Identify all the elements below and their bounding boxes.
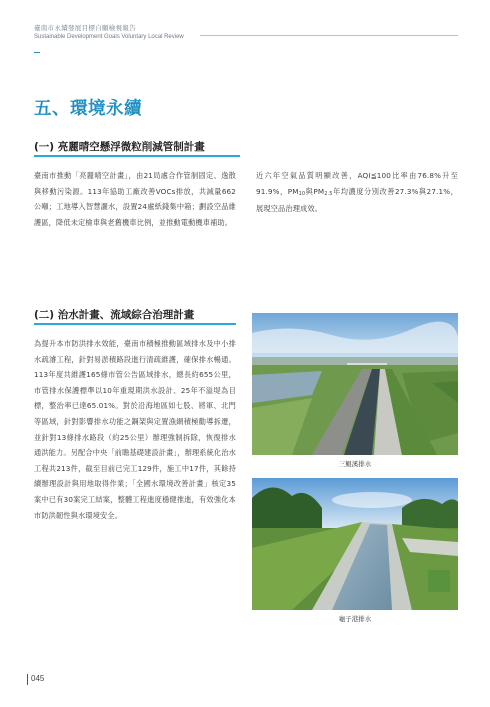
- subsection-2-paragraph: 為提升本市防洪排水效能，臺南市積極推動區域排水及中小排水疏濬工程，針對易淤積路段進行清疏維護，確保排水暢通。113年度共維護165條市管公告區域排水，總長約655公里，市管排水保護標準以10年重現期洪水設計、25年不溢堤為目標，整治率已達65.01%。對於沿海地區如七股、將軍、北門等區域，針對影響排水功能之鋼架與定置漁網積極勸導拆遷，並針對13條排水路段（約25公里）辦理強制拆除，恢復排水通洪能力。另配合中央「前瞻基礎建設計畫」，辦理系統化治水工程共213件，截至目前已完工129件，施工中17件，其餘持續辦理設計與用地取得作業；「全國水環境改善計畫」核定35案中已有30案完工結案，整體工程進度穩健推進，有效強化本市防洪韌性與水環境安全。: [34, 339, 236, 520]
- subsection-1-rule: [34, 155, 240, 157]
- section-title: 五、環境永續: [34, 99, 142, 119]
- photo-caption-1: 三鯤溪排水: [338, 460, 372, 468]
- photo-guizigang-drainage: [252, 478, 458, 610]
- page-number: 045: [31, 674, 45, 683]
- subsection-1-title: (一) 亮麗晴空懸浮微粒削減管制計畫: [34, 141, 205, 153]
- header-tick: [34, 52, 40, 53]
- subsection-1-paragraph-left: 臺南市推動「亮麗晴空計畫」，由21局處合作管制固定、逸散與移動污染源。113年協助工廠改善VOCs排放，共減量662公噸；工地導入智慧灑水，設置24處紙錢集中箱；劃設空品維護區，降低未定檢車與老舊機車比例，並推動電動機車補助。: [34, 171, 236, 227]
- header-title-zh: 臺南市永續發展目標自願檢視報告: [34, 24, 136, 32]
- photo-sankun-drainage: [252, 313, 458, 455]
- subsection-1-paragraph-right: 近六年空氣品質明顯改善，AQI≦100比率由76.8%升至91.9%，$PM_{10}$與$PM_{2.5}$年均濃度分別改善27.3%與27.1%，展現空品治理成效。: [256, 171, 458, 214]
- photo-caption-2: 龜子港排水: [338, 615, 372, 623]
- page-number-bar: [27, 674, 28, 685]
- running-header: [34, 24, 184, 42]
- subsection-2-title: (二) 治水計畫、流域綜合治理計畫: [34, 309, 195, 321]
- subsection-2-rule: [34, 323, 236, 325]
- header-title-en: Sustainable Development Goals Voluntary Local Review: [34, 34, 184, 40]
- header-rule: [200, 35, 458, 36]
